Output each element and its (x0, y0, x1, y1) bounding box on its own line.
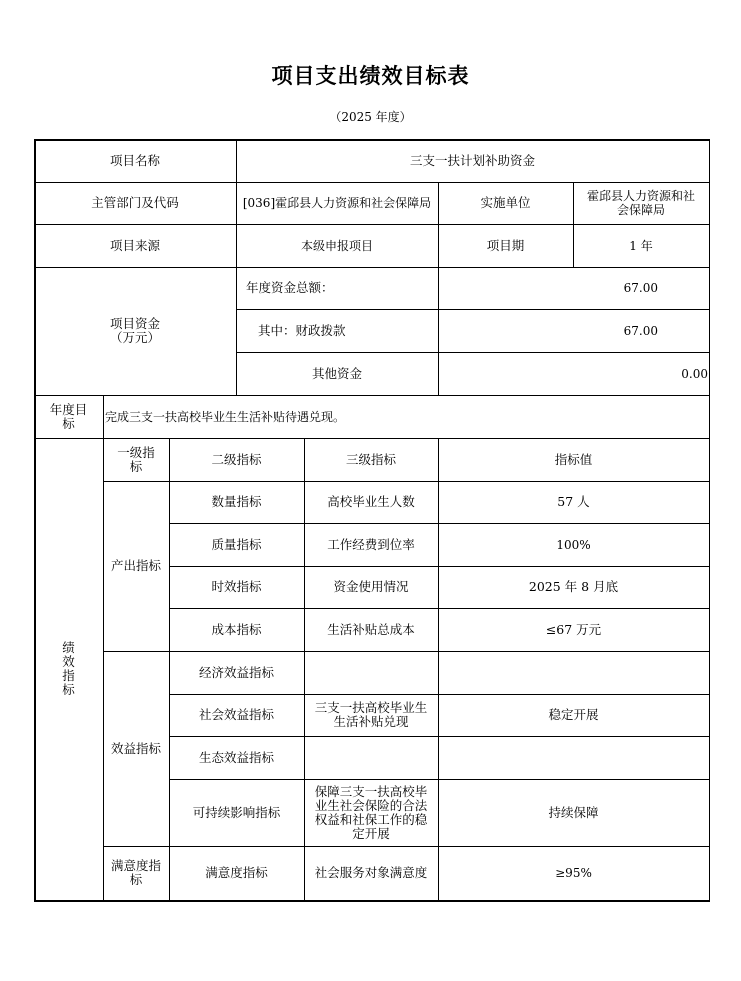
row-level3: 保障三支一扶高校毕业生社会保险的合法权益和社保工作的稳定开展 (314, 783, 428, 841)
row-value: ≥95% (555, 866, 592, 880)
funds-other-label: 其他资金 (311, 365, 362, 381)
page-title: 项目支出绩效目标表 (271, 63, 470, 88)
output-indicator-label: 产出指标 (110, 558, 161, 573)
funds-total-value: 67.00 (623, 281, 658, 295)
row-value (438, 651, 709, 694)
row-level3: 资金使用情况 (333, 579, 409, 594)
benefit-indicator-label: 效益指标 (110, 740, 161, 756)
table-border-right (709, 139, 710, 902)
funds-fiscal-value: 67.00 (623, 323, 658, 338)
row-level3: 社会服务对象满意度 (314, 865, 428, 880)
row-value: 100% (556, 537, 591, 552)
period-value: 1 年 (629, 238, 653, 253)
satisfaction-indicator-label: 满意度指标 (111, 858, 162, 887)
page-subtitle: （2025 年度） (329, 110, 412, 124)
source-label: 项目来源 (109, 237, 160, 253)
row-level3 (304, 651, 438, 694)
header-level2: 二级指标 (211, 451, 262, 467)
funds-total-label: 年度资金总额： (246, 280, 334, 295)
row-level2: 数量指标 (211, 494, 262, 509)
row-level3: 三支一扶高校毕业生生活补贴兑现 (314, 700, 428, 729)
source-value: 本级申报项目 (300, 238, 373, 253)
row-value: 57 人 (557, 494, 590, 509)
row-value: 2025 年 8 月底 (528, 579, 619, 594)
row-value: 稳定开展 (548, 707, 599, 722)
project-name-value: 三支一扶计划补助资金 (409, 152, 535, 168)
row-level2: 满意度指标 (205, 865, 268, 880)
period-label: 项目期 (486, 237, 525, 253)
row-level3 (304, 736, 438, 779)
row-level2: 生态效益指标 (198, 749, 274, 765)
impl-value: 霍邱县人力资源和社会保障局 (587, 189, 696, 217)
row-level2: 时效指标 (211, 579, 262, 594)
dept-value: [036]霍邱县人力资源和社会保障局 (242, 196, 432, 210)
row-value (438, 736, 709, 779)
table-border-bottom (34, 900, 710, 902)
funds-label-line1: 项目资金 (109, 316, 160, 331)
row-level2: 社会效益指标 (198, 707, 274, 722)
row-level2: 经济效益指标 (198, 664, 274, 680)
funds-fiscal-label: 其中：财政拨款 (258, 322, 346, 338)
header-value: 指标值 (554, 451, 593, 467)
funds-label (34, 267, 236, 395)
row-level3: 高校毕业生人数 (327, 494, 415, 509)
header-level1: 一级指标 (117, 444, 155, 474)
annual-goal-label: 年度目标 (49, 401, 88, 431)
perf-label: 绩效指标 (62, 640, 75, 697)
annual-goal-value: 完成三支一扶高校毕业生生活补贴待遇兑现。 (105, 409, 346, 424)
row-level2: 可持续影响指标 (192, 804, 281, 820)
row-value: 持续保障 (548, 804, 599, 820)
header-level3: 三级指标 (345, 451, 396, 467)
impl-label: 实施单位 (480, 195, 531, 210)
row-level3: 工作经费到位率 (327, 536, 415, 552)
row-level3: 生活补贴总成本 (327, 621, 415, 637)
row-level2: 质量指标 (211, 536, 262, 552)
dept-label: 主管部门及代码 (91, 195, 179, 210)
funds-label-line2: （万元） (109, 330, 160, 345)
row-value: ≤67 万元 (545, 621, 602, 637)
project-name-label: 项目名称 (109, 152, 160, 168)
row-level2: 成本指标 (211, 621, 262, 637)
funds-other-value: 0.00 (681, 366, 708, 381)
